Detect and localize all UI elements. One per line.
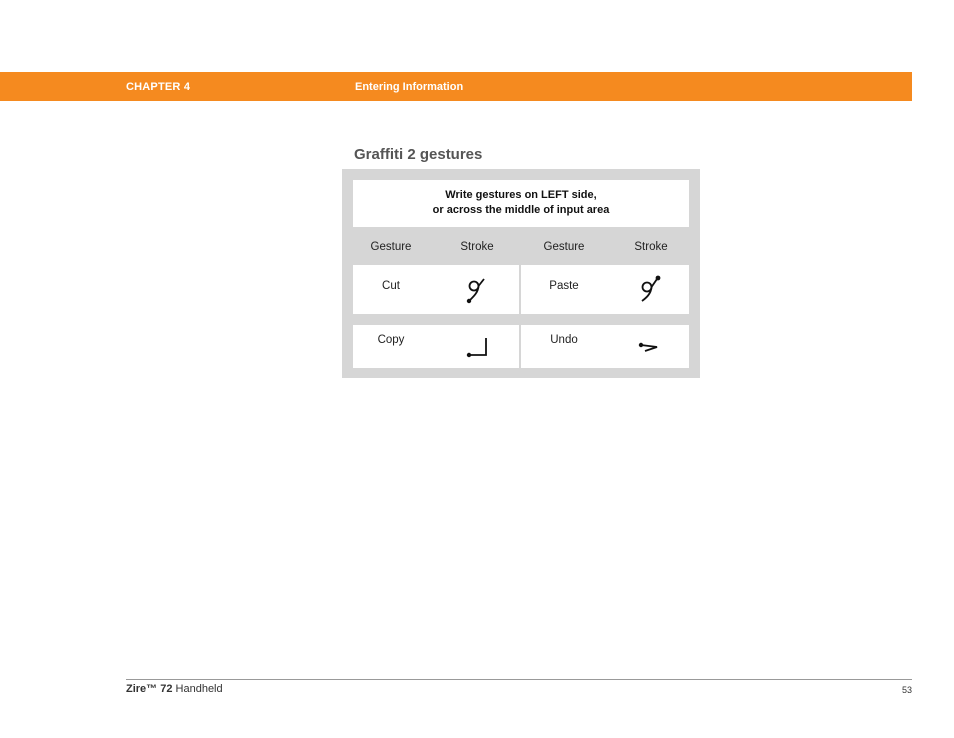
footer-rule [126, 679, 912, 680]
intro-line-1: Write gestures on LEFT side, [445, 189, 597, 201]
chapter-header-bar [0, 72, 912, 101]
intro-line-2: or across the middle of input area [432, 204, 610, 216]
page-number: 53 [901, 685, 912, 695]
gesture-label-paste: Paste [549, 280, 579, 292]
paste-stroke-icon [637, 273, 665, 305]
footer-product-bold: Zire™ 72 [126, 683, 173, 695]
gesture-label-cut: Cut [382, 280, 400, 292]
column-header-gesture-right: Gesture [543, 241, 585, 253]
gesture-table [342, 169, 700, 378]
chapter-label: CHAPTER 4 [126, 81, 191, 93]
column-divider [519, 325, 521, 368]
column-divider [519, 265, 521, 314]
gesture-label-undo: Undo [550, 334, 578, 346]
column-header-stroke-right: Stroke [634, 241, 668, 253]
gesture-intro-box [353, 180, 689, 227]
column-header-gesture-left: Gesture [370, 241, 412, 253]
table-row [353, 325, 689, 368]
table-row [353, 265, 689, 314]
column-header-stroke-left: Stroke [460, 241, 494, 253]
gesture-label-copy: Copy [377, 334, 405, 346]
chapter-title: Entering Information [355, 81, 464, 93]
footer-product-name [126, 683, 223, 695]
undo-stroke-icon [637, 335, 665, 359]
copy-stroke-icon [464, 333, 492, 361]
section-title: Graffiti 2 gestures [354, 146, 483, 163]
cut-stroke-icon [463, 275, 491, 307]
footer-product-rest: Handheld [172, 683, 223, 695]
